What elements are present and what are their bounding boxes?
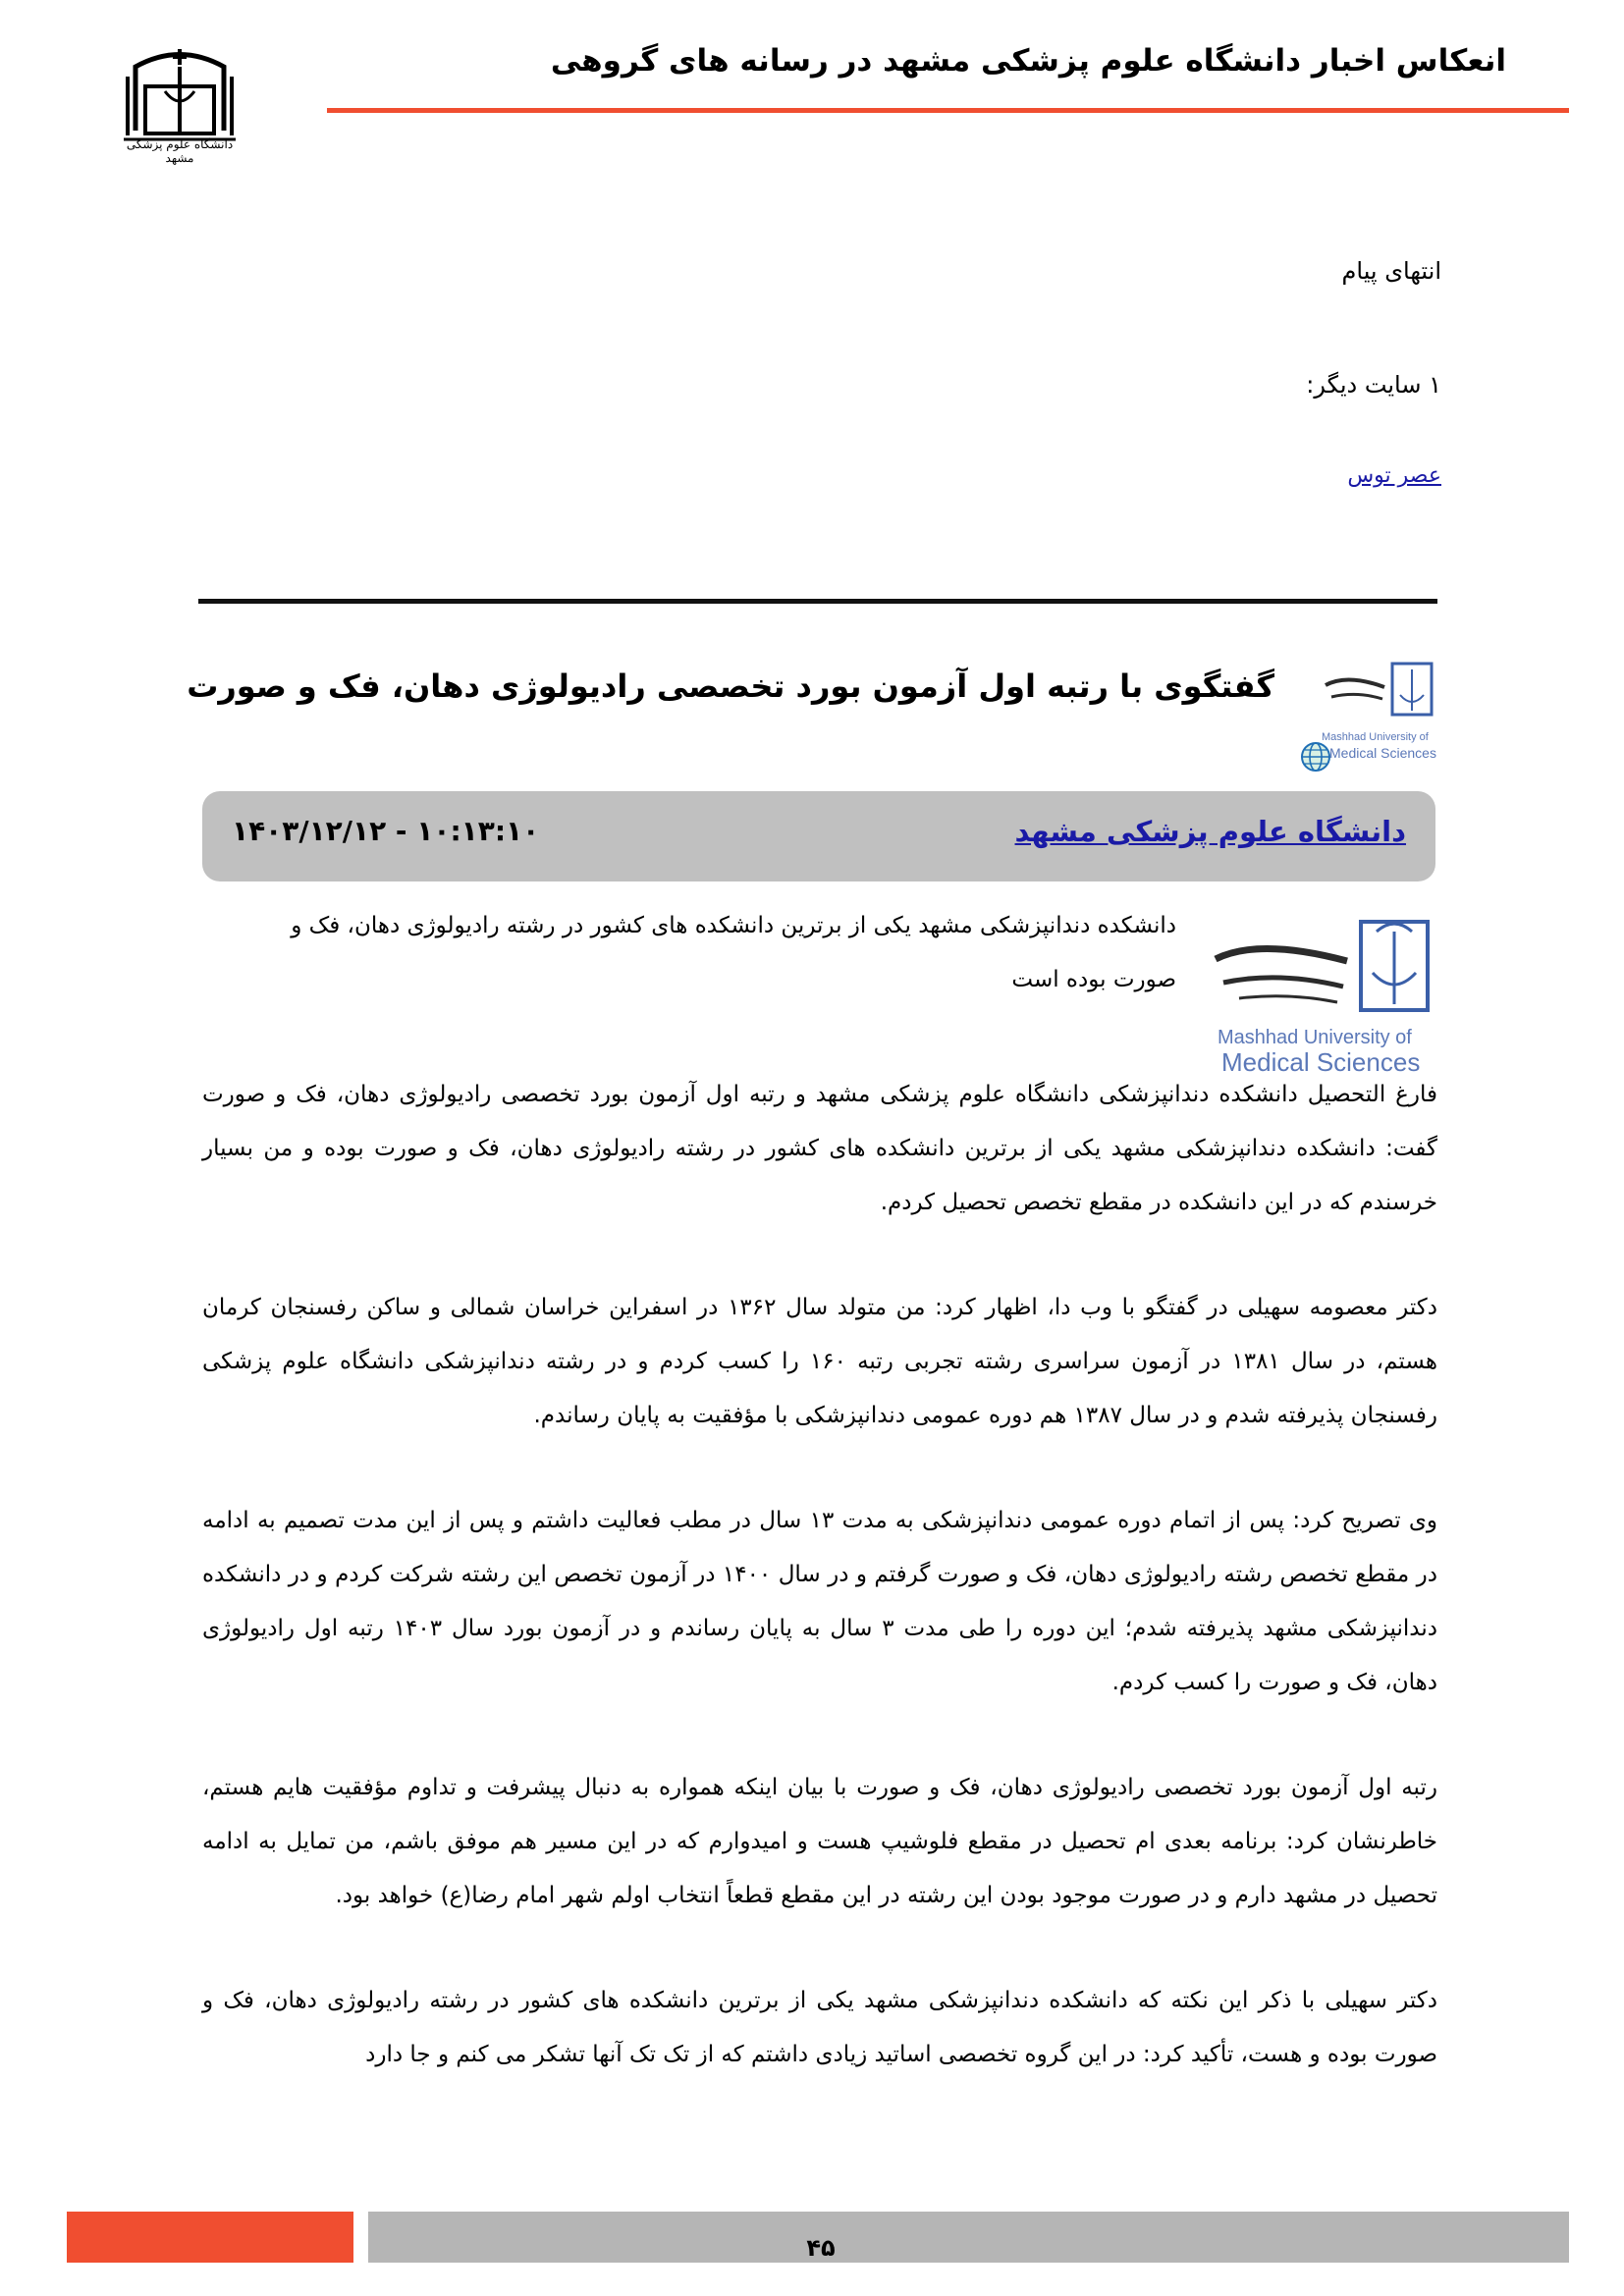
section-divider	[198, 599, 1437, 604]
body-logo-en-text-2: Medical Sciences	[1221, 1047, 1421, 1077]
publish-date: ۱۴۰۳/۱۲/۱۲ - ۱۰:۱۳:۱۰	[232, 815, 540, 847]
other-sites-label: ۱ سایت دیگر:	[1306, 371, 1441, 399]
lead-line-2: صورت بوده است	[1011, 967, 1176, 992]
article-source-logo	[1318, 656, 1439, 774]
lead-line-1: دانشکده دندانپزشکی مشهد یکی از برترین دانشکده های کشور در رشته رادیولوژی دهان، فک و	[291, 913, 1176, 938]
logo-en-text-1: Mashhad University of	[1322, 731, 1429, 743]
article-title: گفتگوی با رتبه اول آزمون بورد تخصصی رادیولوژی دهان، فک و صورت	[187, 667, 1274, 705]
footer-accent-bar	[67, 2212, 353, 2263]
other-site-link[interactable]: عصر توس	[1347, 463, 1441, 488]
article-paragraph: دکتر سهیلی با ذکر این نکته که دانشکده دندانپزشکی مشهد یکی از برترین دانشکده های کشور در رشته رادیولوژی دهان، فک و صورت بوده و هست، تأکید کرد: در این گروه تخصصی اساتید زیادی داشتم که از تک تک آنها تشکر می کنم و جا دارد	[202, 1988, 1437, 2067]
header-rule	[327, 108, 1569, 113]
logo-en-text-2: Medical Sciences	[1329, 745, 1436, 761]
article-paragraph: دکتر معصومه سهیلی در گفتگو با وب دا، اظهار کرد: من متولد سال ۱۳۶۲ در اسفراین خراسان شمالی و ساکن رفسنجان کرمان هستم، در سال ۱۳۸۱ در آزمون سراسری رشته تجربی رتبه ۱۶۰ را کسب کردم و در رشته دندانپزشکی دانشگاه علوم پزشکی رفسنجان پذیرفته شدم و در سال ۱۳۸۷ هم دوره عمومی دندانپزشکی با مؤفقیت به پایان رساندم.	[202, 1295, 1437, 1428]
article-paragraph: وی تصریح کرد: پس از اتمام دوره عمومی دندانپزشکی به مدت ۱۳ سال در مطب فعالیت داشتم و پس از این مدت تصمیم به ادامه در مقطع تخصص رشته رادیولوژی دهان، فک و صورت گرفتم و در سال ۱۴۰۰ در آزمون تخصص این رشته شرکت کردم و در دانشکده دندانپزشکی مشهد پذیرفته شدم؛ این دوره را طی مدت ۳ سال به پایان رساندم و در آزمون بورد سال ۱۴۰۳ رتبه اول رادیولوژی دهان، فک و صورت را کسب کردم.	[202, 1508, 1438, 1695]
footer-gray-bar	[368, 2212, 1569, 2263]
message-end-label: انتهای پیام	[1341, 257, 1441, 285]
source-name-link[interactable]: دانشگاه علوم پزشکی مشهد	[1014, 815, 1406, 848]
article-paragraph: رتبه اول آزمون بورد تخصصی رادیولوژی دهان، فک و صورت با بیان اینکه همواره به دنبال پیشرفت و تداوم مؤفقیت هایم هستم، خاطرنشان کرد: برنامه بعدی ام تحصیل در مقطع فلوشیپ هست و امیدوارم که در این مسیر هم موفق باشم، من تمایل به ادامه تحصیل در مشهد دارم و در صورت موجود بودن این رشته در این مقطع قطعاً انتخاب اولم شهر امام رضا(ع) خواهد بود.	[202, 1775, 1437, 1908]
article-image-logo	[1200, 908, 1439, 1085]
source-bar	[202, 791, 1435, 881]
header-title: انعکاس اخبار دانشگاه علوم پزشکی مشهد در رسانه های گروهی	[550, 43, 1506, 79]
globe-icon[interactable]	[1299, 740, 1332, 774]
university-logo-caption: دانشگاه علوم پزشکی مشهد	[126, 137, 234, 165]
article-body	[202, 1068, 1437, 2133]
page-number: ۴۵	[806, 2234, 836, 2262]
body-logo-en-text-1: Mashhad University of	[1218, 1027, 1412, 1048]
article-paragraph: فارغ التحصیل دانشکده دندانپزشکی دانشگاه علوم پزشکی مشهد و رتبه اول آزمون بورد تخصصی رادیولوژی دهان، فک و صورت گفت: دانشکده دندانپزشکی مشهد یکی از برترین دانشکده های کشور در رشته رادیولوژی دهان، فک و صورت بوده و من بسیار خرسندم که در این دانشکده در مقطع تخصص تحصیل کردم.	[202, 1082, 1437, 1215]
